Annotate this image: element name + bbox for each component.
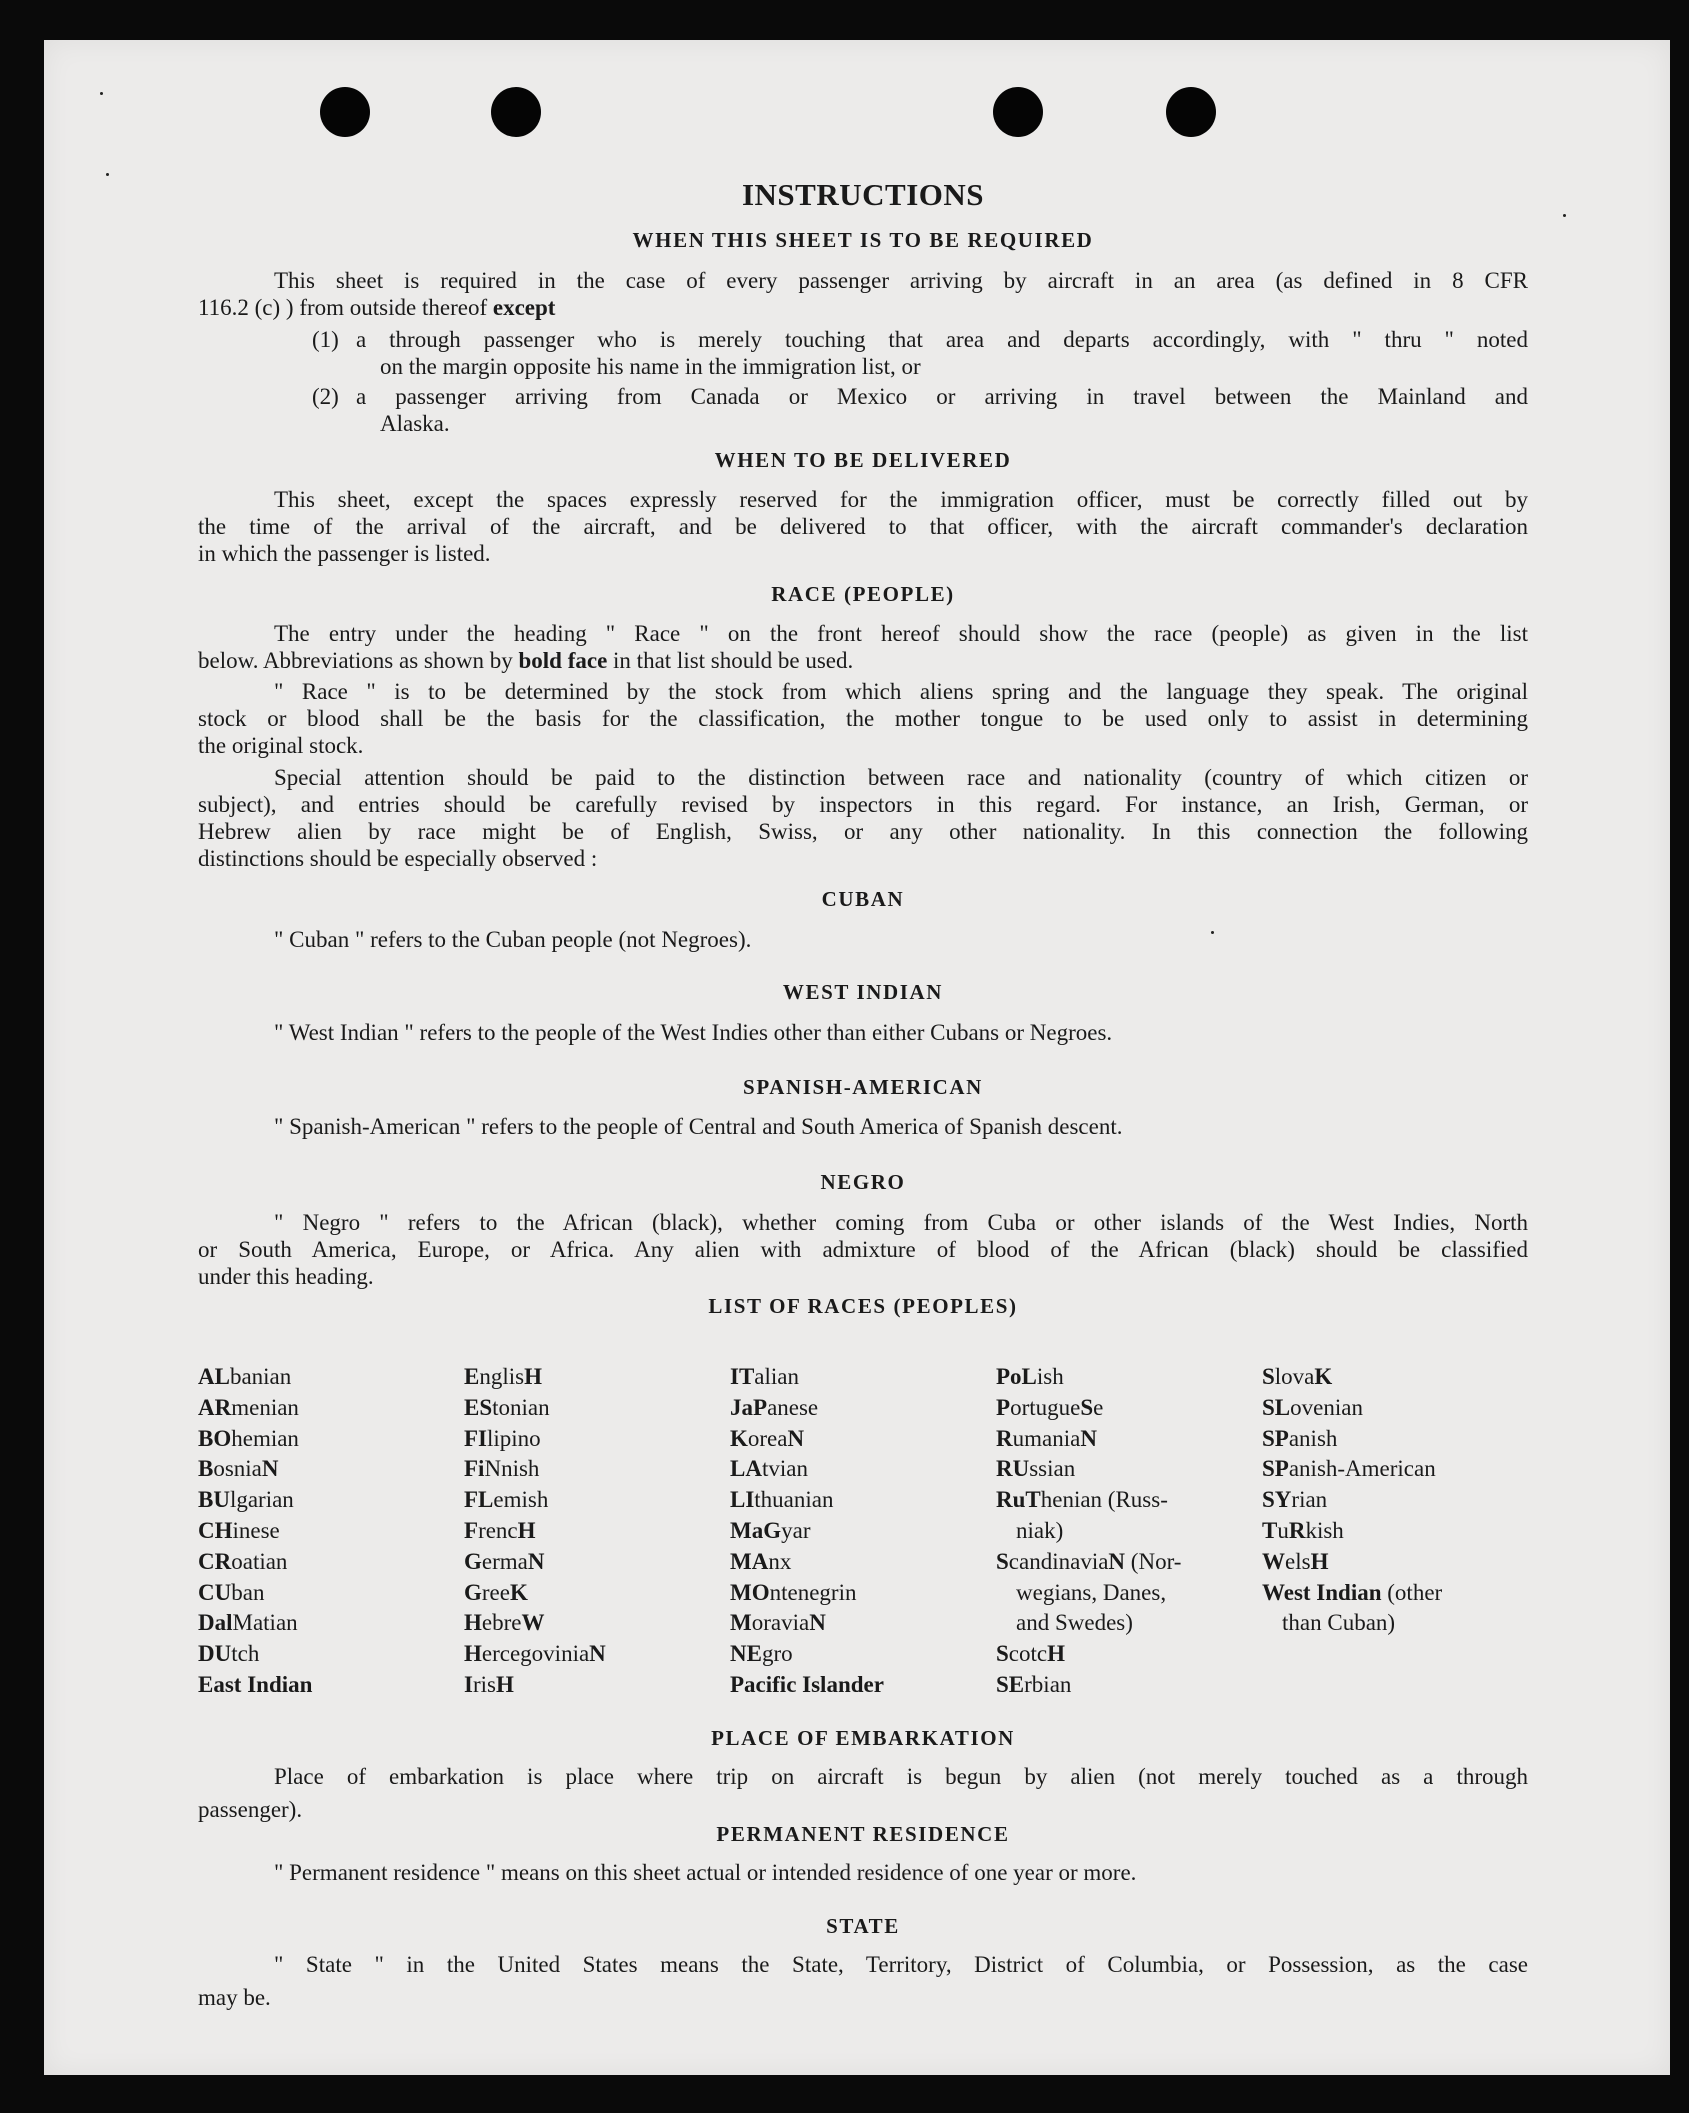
race-entry: and Swedes) [1016,1610,1133,1636]
spanish-american-text: " Spanish-American " refers to the people of Central and South America of Spanish descent. [274,1114,1123,1139]
speck [106,173,109,176]
race-entry: ScotcH [996,1641,1065,1667]
race-entry: RumaniaN [996,1425,1097,1451]
race-entry: IrisH [464,1671,514,1697]
race-entry: ALbanian [198,1364,292,1389]
race-entry: RuThenian (Russ- [996,1487,1168,1513]
heading-west-indian: WEST INDIAN [782,980,944,1004]
race-entry: ITalian [730,1364,799,1389]
west-indian-text: " West Indian " refers to the people of the West Indies other than either Cubans or Negroes. [274,1020,1113,1045]
race-entry: LAtvian [730,1456,808,1482]
heading-race: RACE (PEOPLE) [771,582,955,606]
race-column-5 [1262,1362,1442,1639]
race-p2-line-2: stock or blood shall be the basis for the classification, the mother tongue to be used only to assist in determining [198,706,1528,731]
heading-state: STATE [826,1914,900,1938]
race-entry: LIthuanian [730,1487,834,1513]
race-p3-line-4: distinctions should be especially observed : [198,846,598,871]
when-required-line-1: This sheet is required in the case of every passenger arriving by aircraft in an area (as defined in 8 CFR [274,268,1528,293]
race-p3-line-2: subject), and entries should be carefully revised by inspectors in this regard. For instance, an Irish, German, or [198,792,1528,817]
race-entry: DalMatian [198,1610,298,1636]
when-delivered-line-3: in which the passenger is listed. [198,541,491,566]
race-entry: EStonian [464,1394,550,1420]
embarkation-line-1: Place of embarkation is place where trip on aircraft is begun by alien (not merely touched as a through [274,1764,1528,1789]
document-sheet [44,40,1670,2075]
state-line-2: may be. [198,1985,271,2010]
speck [1563,214,1566,217]
race-p2-line-1: " Race " is to be determined by the stock from which aliens spring and the language they speak. The original [274,679,1528,704]
race-p1-line-1: The entry under the heading " Race " on the front hereof should show the race (people) as given in the list [274,621,1528,646]
race-entry: HebreW [464,1610,545,1636]
negro-line-3: under this heading. [198,1264,374,1289]
race-entry: SPanish-American [1262,1456,1436,1482]
heading-embarkation: PLACE OF EMBARKATION [711,1726,1015,1750]
race-entry: Pacific Islander [730,1671,884,1697]
race-entry: East Indian [198,1671,313,1697]
punch-hole-1 [320,87,370,137]
race-column-3 [730,1362,884,1701]
when-delivered-line-2: the time of the arrival of the aircraft, and be delivered to that officer, with the aircraft commander's declaration [198,514,1528,539]
exception-item-1: (1) a through passenger who is merely touching that area and departs accordingly, with " thru " noted on the margin opposite his name in the immigration list, or [312,327,1528,379]
cuban-text: " Cuban " refers to the Cuban people (not Negroes). [274,927,752,952]
race-entry: MAnx [730,1548,792,1574]
race-entry: NEgro [730,1641,793,1667]
race-entry: FIlipino [464,1425,541,1451]
residence-text: " Permanent residence " means on this sheet actual or intended residence of one year or more. [274,1860,1137,1885]
race-entry: EnglisH [464,1364,542,1389]
exception-item-2: (2) a passenger arriving from Canada or Mexico or arriving in travel between the Mainland and Alaska. [312,384,1528,436]
race-column-4 [996,1362,1181,1701]
race-entry: than Cuban) [1282,1610,1396,1636]
race-entry: CHinese [198,1517,280,1543]
race-p3-line-3: Hebrew alien by race might be of English, Swiss, or any other nationality. In this connection the following [198,819,1528,844]
race-entry: BOhemian [198,1425,299,1451]
heading-cuban: CUBAN [821,887,905,911]
heading-permanent-residence: PERMANENT RESIDENCE [716,1822,1010,1846]
race-entry: CUban [198,1579,265,1605]
race-entry: niak) [1016,1517,1064,1543]
race-p3-line-1: Special attention should be paid to the distinction between race and nationality (country of which citizen or [274,765,1528,790]
when-delivered-line-1: This sheet, except the spaces expressly reserved for the immigration officer, must be correctly filled out by [274,487,1528,512]
race-entry: wegians, Danes, [1016,1579,1167,1605]
negro-line-2: or South America, Europe, or Africa. Any alien with admixture of blood of the African (black) should be classified [198,1237,1528,1262]
race-entry: PortugueSe [996,1394,1104,1420]
race-entry: West Indian (other [1262,1579,1443,1605]
race-entry: RUssian [996,1456,1076,1482]
race-p2-line-3: the original stock. [198,733,364,758]
race-column-1 [198,1362,312,1701]
race-entry: GermaN [464,1548,545,1574]
heading-when-delivered: WHEN TO BE DELIVERED [714,448,1012,472]
negro-line-1: " Negro " refers to the African (black), whether coming from Cuba or other islands of the West Indies, North [274,1210,1528,1235]
race-entry: MaGyar [730,1517,811,1543]
speck [100,92,103,95]
race-entry: CRoatian [198,1548,288,1574]
race-entry: SLovenian [1262,1394,1363,1420]
page-title: INSTRUCTIONS [741,177,984,212]
race-entry: BUlgarian [198,1487,294,1513]
race-entry: SYrian [1262,1487,1328,1513]
race-entry: WelsH [1262,1548,1329,1574]
race-entry: ScandinaviaN (Nor- [996,1548,1182,1574]
race-entry: SlovaK [1262,1364,1333,1389]
race-entry: FLemish [464,1487,549,1513]
heading-when-required: WHEN THIS SHEET IS TO BE REQUIRED [632,228,1094,252]
race-entry: HercegoviniaN [464,1641,606,1667]
race-p1-line-2: below. Abbreviations as shown by bold face in that list should be used. [198,648,854,673]
race-entry: DUtch [198,1641,260,1667]
race-entry: PoLish [996,1364,1064,1389]
state-line-1: " State " in the United States means the State, Territory, District of Columbia, or Possession, as the case [274,1952,1528,1977]
race-entry: TuRkish [1262,1517,1344,1543]
race-entry: MoraviaN [730,1610,826,1636]
race-column-2 [464,1362,606,1701]
punch-hole-3 [993,87,1043,137]
race-entry: SPanish [1262,1425,1338,1451]
race-entry: KoreaN [730,1425,805,1451]
punch-hole-4 [1166,87,1216,137]
punch-hole-2 [491,87,541,137]
race-entry: GreeK [464,1579,528,1605]
race-entry: MOntenegrin [730,1579,857,1605]
embarkation-line-2: passenger). [198,1797,303,1822]
heading-spanish-american: SPANISH-AMERICAN [743,1075,983,1099]
race-entry: FrencH [464,1517,536,1543]
when-required-line-2: 116.2 (c) ) from outside thereof except [198,295,556,320]
heading-list-of-races: LIST OF RACES (PEOPLES) [708,1294,1018,1318]
race-entry: BosniaN [198,1456,279,1482]
race-entry: JaPanese [730,1394,819,1420]
race-entry: ARmenian [198,1394,299,1420]
race-entry: SErbian [996,1671,1072,1697]
speck [1211,931,1214,934]
race-entry: FiNnish [464,1456,540,1482]
heading-negro: NEGRO [820,1170,906,1194]
